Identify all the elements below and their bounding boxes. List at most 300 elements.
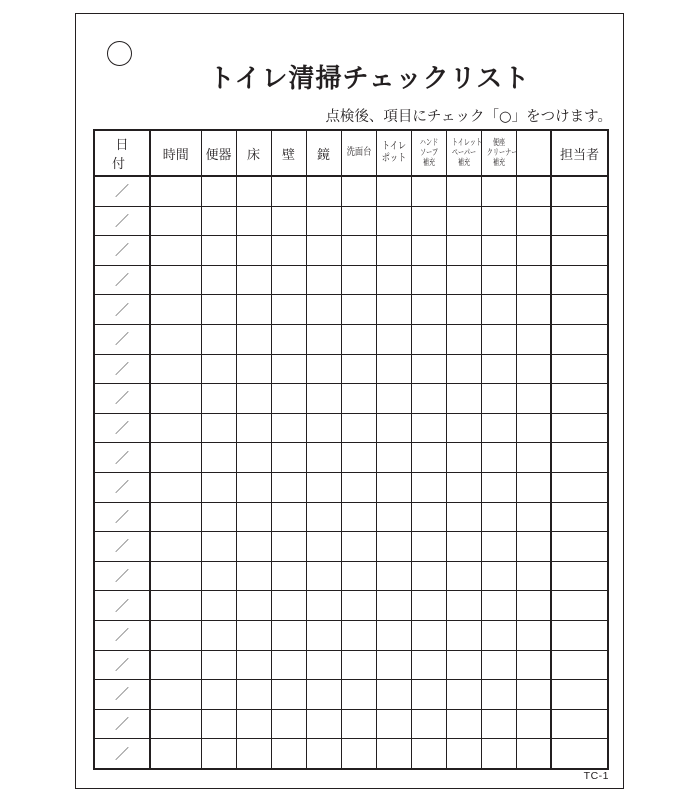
date-cell[interactable] [94, 561, 150, 591]
date-cell[interactable] [94, 236, 150, 266]
blank-check-cell[interactable] [516, 443, 551, 473]
check-cell[interactable] [481, 502, 516, 532]
check-cell[interactable] [306, 354, 341, 384]
table-row [94, 532, 608, 562]
time-cell[interactable] [150, 354, 201, 384]
check-cell[interactable] [376, 443, 411, 473]
table-row [94, 265, 608, 295]
table-row [94, 176, 608, 206]
check-cell[interactable] [481, 443, 516, 473]
check-cell[interactable] [411, 472, 446, 502]
date-separator: ／ [115, 569, 129, 586]
check-cell[interactable] [236, 295, 271, 325]
blank-check-cell[interactable] [516, 680, 551, 710]
check-cell[interactable] [341, 354, 376, 384]
header-floor: 床 [236, 130, 271, 176]
date-separator: ／ [115, 716, 129, 733]
date-cell[interactable] [94, 739, 150, 769]
check-cell[interactable] [411, 650, 446, 680]
person-cell[interactable] [551, 206, 608, 236]
table-row [94, 620, 608, 650]
check-cell[interactable] [376, 591, 411, 621]
check-cell[interactable] [446, 591, 481, 621]
check-cell[interactable] [271, 354, 306, 384]
check-cell[interactable] [481, 650, 516, 680]
check-cell[interactable] [201, 650, 236, 680]
check-cell[interactable] [306, 709, 341, 739]
check-cell[interactable] [446, 620, 481, 650]
date-separator: ／ [115, 657, 129, 674]
person-cell[interactable] [551, 739, 608, 769]
check-cell[interactable] [271, 532, 306, 562]
check-cell[interactable] [306, 324, 341, 354]
check-cell[interactable] [201, 265, 236, 295]
date-cell[interactable] [94, 680, 150, 710]
check-cell[interactable] [341, 236, 376, 266]
check-cell[interactable] [446, 236, 481, 266]
blank-check-cell[interactable] [516, 532, 551, 562]
check-cell[interactable] [446, 680, 481, 710]
table-row [94, 324, 608, 354]
date-separator: ／ [115, 628, 129, 645]
check-cell[interactable] [446, 354, 481, 384]
check-cell[interactable] [446, 502, 481, 532]
time-cell[interactable] [150, 472, 201, 502]
table-row [94, 561, 608, 591]
check-cell[interactable] [446, 176, 481, 206]
check-cell[interactable] [411, 680, 446, 710]
time-cell[interactable] [150, 413, 201, 443]
check-cell[interactable] [201, 620, 236, 650]
check-cell[interactable] [236, 176, 271, 206]
check-cell[interactable] [341, 532, 376, 562]
check-cell[interactable] [236, 265, 271, 295]
time-cell[interactable] [150, 443, 201, 473]
check-cell[interactable] [201, 443, 236, 473]
check-cell[interactable] [236, 591, 271, 621]
check-cell[interactable] [341, 680, 376, 710]
check-cell[interactable] [341, 620, 376, 650]
person-cell[interactable] [551, 709, 608, 739]
check-cell[interactable] [306, 591, 341, 621]
check-cell[interactable] [341, 472, 376, 502]
blank-check-cell[interactable] [516, 472, 551, 502]
date-cell[interactable] [94, 532, 150, 562]
check-cell[interactable] [271, 384, 306, 414]
blank-check-cell[interactable] [516, 502, 551, 532]
check-cell[interactable] [376, 532, 411, 562]
header-wall: 壁 [271, 130, 306, 176]
table-row [94, 413, 608, 443]
check-cell[interactable] [411, 739, 446, 769]
check-cell[interactable] [376, 265, 411, 295]
check-cell[interactable] [481, 680, 516, 710]
check-cell[interactable] [271, 472, 306, 502]
check-cell[interactable] [411, 709, 446, 739]
page-title: トイレ清掃チェックリスト [208, 64, 531, 94]
check-cell[interactable] [376, 176, 411, 206]
time-cell[interactable] [150, 650, 201, 680]
check-cell[interactable] [411, 354, 446, 384]
date-separator: ／ [115, 509, 129, 526]
check-cell[interactable] [271, 236, 306, 266]
date-separator: ／ [115, 598, 129, 615]
check-cell[interactable] [481, 472, 516, 502]
check-cell[interactable] [376, 680, 411, 710]
check-cell[interactable] [306, 739, 341, 769]
check-cell[interactable] [341, 650, 376, 680]
blank-check-cell[interactable] [516, 650, 551, 680]
header-toilet: 便器 [201, 130, 236, 176]
person-cell[interactable] [551, 324, 608, 354]
check-cell[interactable] [481, 413, 516, 443]
check-cell[interactable] [201, 532, 236, 562]
check-cell[interactable] [306, 206, 341, 236]
blank-check-cell[interactable] [516, 206, 551, 236]
person-cell[interactable] [551, 295, 608, 325]
check-cell[interactable] [306, 472, 341, 502]
date-cell[interactable] [94, 295, 150, 325]
date-cell[interactable] [94, 413, 150, 443]
person-cell[interactable] [551, 176, 608, 206]
date-cell[interactable] [94, 265, 150, 295]
check-cell[interactable] [236, 324, 271, 354]
check-cell[interactable] [341, 739, 376, 769]
blank-check-cell[interactable] [516, 265, 551, 295]
check-cell[interactable] [236, 739, 271, 769]
check-cell[interactable] [306, 620, 341, 650]
check-cell[interactable] [271, 561, 306, 591]
blank-check-cell[interactable] [516, 620, 551, 650]
check-cell[interactable] [376, 561, 411, 591]
check-cell[interactable] [411, 413, 446, 443]
check-cell[interactable] [236, 680, 271, 710]
check-cell[interactable] [341, 384, 376, 414]
check-cell[interactable] [341, 413, 376, 443]
check-cell[interactable] [446, 472, 481, 502]
check-cell[interactable] [341, 295, 376, 325]
check-cell[interactable] [341, 176, 376, 206]
date-cell[interactable] [94, 443, 150, 473]
blank-check-cell[interactable] [516, 591, 551, 621]
blank-check-cell[interactable] [516, 709, 551, 739]
check-cell[interactable] [411, 295, 446, 325]
table-row [94, 236, 608, 266]
date-separator: ／ [115, 243, 129, 260]
person-cell[interactable] [551, 561, 608, 591]
date-separator: ／ [115, 213, 129, 230]
check-cell[interactable] [201, 206, 236, 236]
check-cell[interactable] [201, 384, 236, 414]
person-cell[interactable] [551, 680, 608, 710]
check-cell[interactable] [271, 502, 306, 532]
table-row [94, 650, 608, 680]
check-cell[interactable] [236, 443, 271, 473]
time-cell[interactable] [150, 295, 201, 325]
check-cell[interactable] [376, 384, 411, 414]
header-blank [516, 130, 551, 176]
time-cell[interactable] [150, 236, 201, 266]
check-cell[interactable] [481, 709, 516, 739]
check-cell[interactable] [201, 176, 236, 206]
check-cell[interactable] [481, 532, 516, 562]
check-cell[interactable] [446, 561, 481, 591]
date-separator: ／ [115, 184, 129, 201]
blank-check-cell[interactable] [516, 413, 551, 443]
time-cell[interactable] [150, 176, 201, 206]
check-cell[interactable] [341, 443, 376, 473]
check-cell[interactable] [446, 295, 481, 325]
check-cell[interactable] [446, 443, 481, 473]
check-cell[interactable] [201, 236, 236, 266]
check-cell[interactable] [271, 739, 306, 769]
check-cell[interactable] [411, 176, 446, 206]
check-cell[interactable] [236, 236, 271, 266]
date-cell[interactable] [94, 324, 150, 354]
check-cell[interactable] [271, 620, 306, 650]
check-cell[interactable] [201, 502, 236, 532]
check-cell[interactable] [481, 236, 516, 266]
check-cell[interactable] [411, 206, 446, 236]
person-cell[interactable] [551, 591, 608, 621]
check-cell[interactable] [446, 413, 481, 443]
check-cell[interactable] [411, 502, 446, 532]
table-row [94, 472, 608, 502]
check-cell[interactable] [376, 739, 411, 769]
check-cell[interactable] [306, 502, 341, 532]
check-cell[interactable] [341, 709, 376, 739]
person-cell[interactable] [551, 650, 608, 680]
time-cell[interactable] [150, 206, 201, 236]
table-row [94, 384, 608, 414]
check-cell[interactable] [236, 384, 271, 414]
check-cell[interactable] [411, 384, 446, 414]
check-cell[interactable] [411, 324, 446, 354]
check-cell[interactable] [376, 324, 411, 354]
header-row [94, 130, 608, 176]
check-cell[interactable] [481, 295, 516, 325]
check-cell[interactable] [271, 206, 306, 236]
check-cell[interactable] [481, 206, 516, 236]
check-cell[interactable] [306, 680, 341, 710]
check-cell[interactable] [341, 206, 376, 236]
check-cell[interactable] [411, 265, 446, 295]
check-cell[interactable] [306, 384, 341, 414]
check-cell[interactable] [271, 413, 306, 443]
header-toilet-pot: トイレ ポット [376, 130, 411, 176]
product-code: TC-1 [583, 770, 609, 782]
blank-check-cell[interactable] [516, 236, 551, 266]
check-cell[interactable] [446, 739, 481, 769]
header-mirror: 鏡 [306, 130, 341, 176]
date-separator: ／ [115, 480, 129, 497]
blank-check-cell[interactable] [516, 739, 551, 769]
check-cell[interactable] [236, 206, 271, 236]
check-cell[interactable] [446, 384, 481, 414]
time-cell[interactable] [150, 265, 201, 295]
check-cell[interactable] [271, 680, 306, 710]
check-cell[interactable] [446, 265, 481, 295]
check-cell[interactable] [376, 206, 411, 236]
check-cell[interactable] [271, 295, 306, 325]
check-cell[interactable] [271, 650, 306, 680]
check-cell[interactable] [376, 295, 411, 325]
header-date: 日 付 [94, 130, 150, 176]
check-cell[interactable] [201, 472, 236, 502]
date-separator: ／ [115, 273, 129, 290]
check-cell[interactable] [481, 591, 516, 621]
header-washbasin: 洗面台 [341, 130, 376, 176]
person-cell[interactable] [551, 620, 608, 650]
check-cell[interactable] [271, 443, 306, 473]
check-cell[interactable] [376, 236, 411, 266]
check-cell[interactable] [201, 354, 236, 384]
header-time: 時間 [150, 130, 201, 176]
check-cell[interactable] [446, 709, 481, 739]
check-cell[interactable] [201, 591, 236, 621]
check-cell[interactable] [481, 265, 516, 295]
check-cell[interactable] [481, 324, 516, 354]
person-cell[interactable] [551, 502, 608, 532]
date-cell[interactable] [94, 620, 150, 650]
check-cell[interactable] [376, 472, 411, 502]
check-cell[interactable] [376, 620, 411, 650]
check-cell[interactable] [201, 709, 236, 739]
blank-check-cell[interactable] [516, 354, 551, 384]
date-separator: ／ [115, 746, 129, 763]
check-cell[interactable] [446, 650, 481, 680]
check-cell[interactable] [481, 354, 516, 384]
check-cell[interactable] [271, 324, 306, 354]
check-cell[interactable] [411, 236, 446, 266]
time-cell[interactable] [150, 620, 201, 650]
check-cell[interactable] [376, 502, 411, 532]
check-cell[interactable] [481, 561, 516, 591]
check-cell[interactable] [481, 176, 516, 206]
check-cell[interactable] [236, 561, 271, 591]
date-cell[interactable] [94, 472, 150, 502]
check-cell[interactable] [481, 384, 516, 414]
check-cell[interactable] [201, 561, 236, 591]
time-cell[interactable] [150, 591, 201, 621]
check-cell[interactable] [201, 324, 236, 354]
date-cell[interactable] [94, 709, 150, 739]
time-cell[interactable] [150, 709, 201, 739]
person-cell[interactable] [551, 354, 608, 384]
check-cell[interactable] [236, 650, 271, 680]
person-cell[interactable] [551, 532, 608, 562]
check-cell[interactable] [376, 650, 411, 680]
check-cell[interactable] [341, 591, 376, 621]
instruction-text: 点検後、項目にチェック「○」をつけます。 [325, 109, 612, 125]
check-cell[interactable] [271, 265, 306, 295]
person-cell[interactable] [551, 443, 608, 473]
time-cell[interactable] [150, 532, 201, 562]
date-cell[interactable] [94, 206, 150, 236]
person-cell[interactable] [551, 472, 608, 502]
time-cell[interactable] [150, 502, 201, 532]
blank-check-cell[interactable] [516, 295, 551, 325]
check-cell[interactable] [306, 650, 341, 680]
check-cell[interactable] [306, 413, 341, 443]
check-cell[interactable] [411, 591, 446, 621]
check-cell[interactable] [446, 324, 481, 354]
check-cell[interactable] [341, 502, 376, 532]
blank-check-cell[interactable] [516, 561, 551, 591]
time-cell[interactable] [150, 324, 201, 354]
check-cell[interactable] [376, 709, 411, 739]
time-cell[interactable] [150, 680, 201, 710]
date-cell[interactable] [94, 502, 150, 532]
date-cell[interactable] [94, 591, 150, 621]
table-row [94, 739, 608, 769]
check-cell[interactable] [341, 324, 376, 354]
check-cell[interactable] [376, 413, 411, 443]
check-cell[interactable] [481, 620, 516, 650]
date-cell[interactable] [94, 176, 150, 206]
blank-check-cell[interactable] [516, 324, 551, 354]
check-cell[interactable] [271, 591, 306, 621]
check-cell[interactable] [376, 354, 411, 384]
date-separator: ／ [115, 687, 129, 704]
check-cell[interactable] [446, 532, 481, 562]
check-cell[interactable] [201, 295, 236, 325]
time-cell[interactable] [150, 739, 201, 769]
check-cell[interactable] [446, 206, 481, 236]
blank-check-cell[interactable] [516, 176, 551, 206]
check-cell[interactable] [411, 532, 446, 562]
check-cell[interactable] [411, 620, 446, 650]
check-cell[interactable] [411, 443, 446, 473]
check-cell[interactable] [236, 709, 271, 739]
check-cell[interactable] [236, 620, 271, 650]
date-cell[interactable] [94, 384, 150, 414]
check-cell[interactable] [306, 561, 341, 591]
person-cell[interactable] [551, 413, 608, 443]
check-cell[interactable] [201, 739, 236, 769]
check-cell[interactable] [236, 532, 271, 562]
check-cell[interactable] [481, 739, 516, 769]
check-cell[interactable] [411, 561, 446, 591]
check-cell[interactable] [306, 265, 341, 295]
check-cell[interactable] [236, 502, 271, 532]
checklist-card [75, 13, 624, 789]
check-cell[interactable] [236, 472, 271, 502]
person-cell[interactable] [551, 265, 608, 295]
check-cell[interactable] [236, 354, 271, 384]
check-cell[interactable] [306, 295, 341, 325]
person-cell[interactable] [551, 384, 608, 414]
check-cell[interactable] [271, 176, 306, 206]
check-cell[interactable] [201, 680, 236, 710]
date-cell[interactable] [94, 650, 150, 680]
time-cell[interactable] [150, 384, 201, 414]
check-cell[interactable] [271, 709, 306, 739]
date-cell[interactable] [94, 354, 150, 384]
check-cell[interactable] [201, 413, 236, 443]
time-cell[interactable] [150, 561, 201, 591]
check-cell[interactable] [306, 176, 341, 206]
table-row [94, 680, 608, 710]
check-cell[interactable] [306, 443, 341, 473]
check-cell[interactable] [306, 236, 341, 266]
blank-check-cell[interactable] [516, 384, 551, 414]
check-cell[interactable] [306, 532, 341, 562]
check-cell[interactable] [341, 265, 376, 295]
check-cell[interactable] [236, 413, 271, 443]
check-cell[interactable] [341, 561, 376, 591]
person-cell[interactable] [551, 236, 608, 266]
